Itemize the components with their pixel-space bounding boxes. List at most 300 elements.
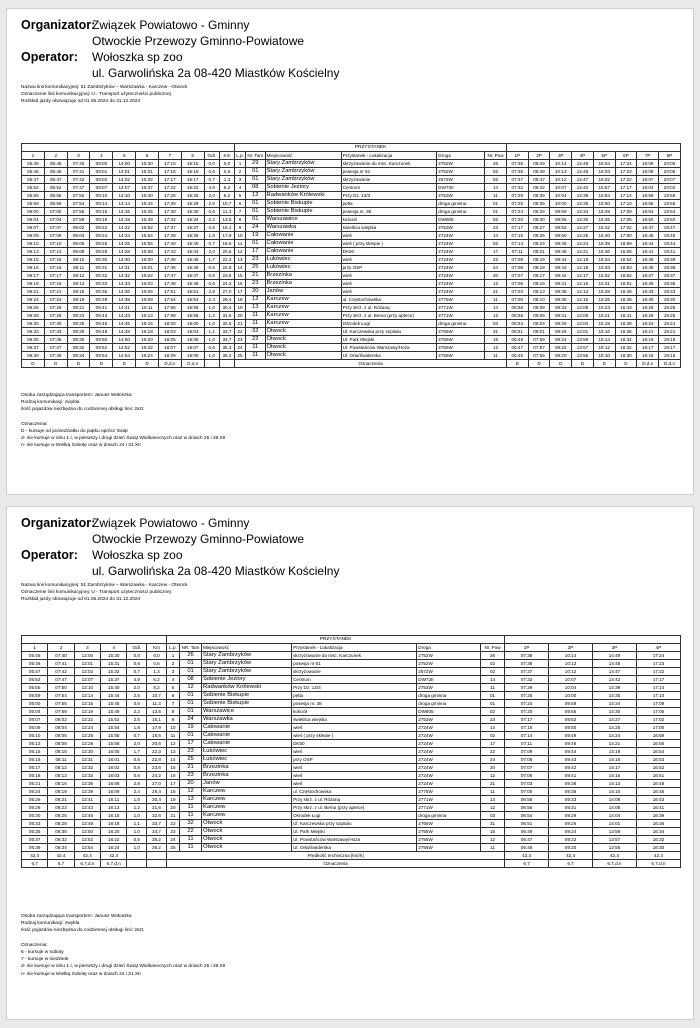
time-cell: 06:21: [22, 780, 48, 788]
stop-cell: Warszawice: [265, 216, 341, 224]
time-cell: 08:01: [528, 328, 550, 336]
time-cell: 14:39: [113, 296, 136, 304]
time-cell: 16,1: [219, 224, 234, 232]
time-cell: 0,5: [127, 836, 147, 844]
stop-cell: 2753W: [437, 192, 485, 200]
stop-cell: 19: [235, 304, 246, 312]
column-header: 1P: [506, 152, 528, 160]
time-cell: 20:08: [659, 168, 681, 176]
time-cell: 14:25: [593, 724, 637, 732]
time-cell: 06:04: [22, 708, 48, 716]
time-cell: 08:30: [67, 336, 90, 344]
time-cell: 07:03: [505, 780, 549, 788]
stop-cell: 22: [235, 328, 246, 336]
time-cell: 09:52: [90, 344, 113, 352]
footer-cell: D: [528, 360, 550, 368]
time-cell: 16:43: [615, 304, 637, 312]
stop-cell: 22: [245, 336, 265, 344]
time-cell: 06:58: [505, 796, 549, 804]
time-cell: 13:32: [74, 764, 100, 772]
stop-cell: 14: [480, 676, 504, 684]
time-cell: 19:07: [637, 176, 659, 184]
time-cell: 1,0: [127, 812, 147, 820]
footer-cell: D: [67, 360, 90, 368]
time-cell: 18:00: [158, 320, 181, 328]
stop-cell: 03: [485, 320, 507, 328]
time-cell: 13:22: [74, 716, 100, 724]
time-cell: 08:25: [528, 232, 550, 240]
time-cell: 06:30: [22, 812, 48, 820]
stop-cell: Otwock: [202, 828, 292, 836]
time-cell: 08:10: [48, 748, 74, 756]
time-cell: 13:01: [74, 660, 100, 668]
stop-cell: 01: [245, 208, 265, 216]
stop-cell: 12: [485, 280, 507, 288]
time-cell: 06:24: [22, 788, 48, 796]
stop-cell: DK50: [292, 740, 417, 748]
time-cell: 13:57: [593, 836, 637, 844]
stop-cell: DK50: [341, 248, 437, 256]
time-cell: 17:30: [158, 208, 181, 216]
time-cell: 24,2: [147, 772, 167, 780]
line-name: Nazwa linii komunikacyjnej: 51 Zambrzyków – Warszawka - Karczew - Otwock: [21, 583, 188, 588]
time-cell: 05:46: [22, 168, 45, 176]
time-cell: 07:21: [44, 288, 67, 296]
line-meta: [21, 84, 681, 105]
organizer-name: Związek Powiatowo - Gminny: [92, 18, 250, 32]
time-cell: 07:16: [44, 264, 67, 272]
stop-cell: 01: [480, 692, 504, 700]
time-cell: 09:32: [90, 272, 113, 280]
stop-cell: 11: [480, 844, 504, 852]
time-cell: 20,6: [147, 740, 167, 748]
time-cell: 16:03: [593, 168, 615, 176]
column-header: Droga: [417, 644, 481, 652]
footer-cell: D,d,n: [158, 360, 181, 368]
time-cell: 14:39: [593, 684, 637, 692]
footer-cell: [204, 360, 219, 368]
time-cell: 31,6: [219, 312, 234, 320]
stop-cell: 01: [180, 660, 202, 668]
table-row: [22, 652, 681, 660]
time-cell: 18:45: [181, 256, 204, 264]
stop-cell: wieś: [341, 272, 437, 280]
stop-cell: 14: [485, 304, 507, 312]
stop-cell: 23: [180, 748, 202, 756]
time-cell: 1,8: [204, 232, 219, 240]
time-cell: 18:56: [181, 304, 204, 312]
time-cell: 09:26: [549, 820, 593, 828]
time-cell: 16:20: [101, 828, 127, 836]
time-cell: 14:16: [593, 772, 637, 780]
stop-cell: Całowanie: [265, 232, 341, 240]
time-cell: 10:07: [550, 184, 572, 192]
column-header: 3: [67, 152, 90, 160]
time-cell: 18:40: [181, 240, 204, 248]
time-cell: 06:33: [22, 820, 48, 828]
time-cell: 09:01: [90, 168, 113, 176]
table-row: [22, 352, 681, 360]
time-cell: 18:09: [158, 352, 181, 360]
stop-cell: Otwock: [202, 836, 292, 844]
stop-cell: 31: [480, 820, 504, 828]
column-header: 6P: [615, 152, 637, 160]
footer-cell: [127, 860, 147, 868]
stop-cell: Warszawka: [202, 716, 292, 724]
time-cell: 18:24: [637, 320, 659, 328]
stop-cell: Łukówiec: [265, 256, 341, 264]
time-cell: 18:50: [637, 216, 659, 224]
time-cell: 13:59: [593, 828, 637, 836]
stop-cell: 01: [245, 200, 265, 208]
stop-cell: droga gminna: [417, 692, 481, 700]
stop-cell: 02: [480, 660, 504, 668]
time-cell: 17:51: [158, 288, 181, 296]
table-title-row: [22, 636, 681, 644]
column-header: Przystanek - Lokalizacja: [341, 152, 437, 160]
time-cell: 14:49: [572, 160, 594, 168]
footer-cell: D,d,n: [659, 360, 681, 368]
stop-cell: Całowanie: [265, 248, 341, 256]
time-cell: 15:52: [136, 224, 159, 232]
stop-cell: Całowanie: [265, 240, 341, 248]
stop-cell: ul. Częstochowska: [341, 296, 437, 304]
timetable-table: [21, 143, 681, 368]
time-cell: 19:28: [659, 304, 681, 312]
time-cell: 09:24: [549, 828, 593, 836]
time-cell: 36,2: [147, 844, 167, 852]
footer-cell: D: [506, 360, 528, 368]
time-cell: 06:16: [22, 264, 45, 272]
stop-cell: Otwock: [265, 344, 341, 352]
stop-cell: 12: [245, 296, 265, 304]
time-cell: 09:31: [90, 264, 113, 272]
stop-cell: kościół: [341, 216, 437, 224]
time-cell: 16:02: [136, 272, 159, 280]
time-cell: 07:32: [506, 184, 528, 192]
time-cell: 08:18: [528, 264, 550, 272]
operator-name: Wołoszka sp zoo: [92, 548, 183, 562]
stop-cell: pętla: [292, 692, 417, 700]
footer-cell: 6,7,d,n: [101, 860, 127, 868]
stop-cell: 24: [166, 836, 179, 844]
stop-cell: Przy skrz. z ul. Różaną: [341, 304, 437, 312]
time-cell: 07:32: [505, 676, 549, 684]
time-cell: 14:45: [113, 320, 136, 328]
table-row: [22, 756, 681, 764]
time-cell: 23,6: [147, 764, 167, 772]
time-cell: 06:54: [505, 812, 549, 820]
time-cell: 16:01: [136, 264, 159, 272]
time-cell: 06:47: [44, 176, 67, 184]
time-cell: 09:38: [550, 288, 572, 296]
time-cell: 13:48: [74, 820, 100, 828]
stop-cell: Karczew: [202, 812, 292, 820]
time-cell: 2,0: [127, 740, 147, 748]
stop-cell: Stary Zambrzyków: [202, 668, 292, 676]
time-cell: 08:13: [48, 772, 74, 780]
time-cell: 05:55: [22, 192, 45, 200]
time-cell: 06:16: [22, 756, 48, 764]
stop-cell: posesja nr 61: [341, 168, 437, 176]
time-cell: 18:44: [637, 240, 659, 248]
time-cell: 13:30: [74, 748, 100, 756]
time-cell: 16:03: [136, 280, 159, 288]
line-name: Nazwa linii komunikacyjnej: 51 Zambrzyków – Warszawka - Karczew - Otwock: [21, 85, 188, 90]
column-header: Km: [147, 644, 167, 652]
time-cell: 18:38: [637, 264, 659, 272]
time-cell: 07:09: [505, 748, 549, 756]
stop-cell: 11: [245, 352, 265, 360]
time-cell: 16:02: [593, 176, 615, 184]
stop-cell: 18: [166, 788, 179, 796]
stop-cell: 11: [480, 684, 504, 692]
column-header: 2: [48, 644, 74, 652]
time-cell: 14:42: [572, 184, 594, 192]
note-line: 6 - kursuje w soboty: [21, 950, 64, 956]
time-cell: 14:15: [113, 208, 136, 216]
stop-cell: 17: [485, 248, 507, 256]
stop-cell: 11: [485, 296, 507, 304]
time-cell: 17:22: [615, 176, 637, 184]
time-cell: 08:30: [48, 828, 74, 836]
table-row: [22, 216, 681, 224]
time-cell: 14:31: [113, 264, 136, 272]
note-line: Osoba zarządzająca transportem: Janusz Wołoszka: [21, 914, 132, 919]
time-cell: 08:25: [67, 320, 90, 328]
time-cell: 08:11: [67, 264, 90, 272]
time-cell: 08:12: [67, 272, 90, 280]
time-cell: 05:45: [22, 652, 48, 660]
time-cell: 18:33: [637, 288, 659, 296]
time-cell: 07:59: [528, 336, 550, 344]
time-cell: 19:37: [659, 272, 681, 280]
blank-cell: [505, 636, 681, 644]
time-cell: 15:36: [593, 248, 615, 256]
time-cell: 13:54: [74, 844, 100, 852]
time-cell: 10:00: [550, 200, 572, 208]
table-row: [22, 264, 681, 272]
validity-period: Rozkład jazdy obowiązuje od 01.06.2024 do 31.12.2024: [21, 99, 141, 104]
stop-cell: 2765W: [437, 328, 485, 336]
time-cell: 16:53: [636, 756, 680, 764]
stop-cell: Przy Dz. 13/3: [292, 684, 417, 692]
stop-cell: 2724W: [437, 264, 485, 272]
stop-cell: 15: [480, 828, 504, 836]
footer-cell: D: [136, 360, 159, 368]
time-cell: 13:14: [74, 692, 100, 700]
time-cell: 06:49: [505, 828, 549, 836]
stop-cell: wieś: [292, 780, 417, 788]
stop-cell: wieś: [341, 256, 437, 264]
table-row: [22, 836, 681, 844]
time-cell: 20:07: [659, 176, 681, 184]
time-cell: 09:42: [549, 764, 593, 772]
stop-cell: Ul. Park Miejski: [341, 336, 437, 344]
time-cell: 17:05: [636, 708, 680, 716]
time-cell: 15:31: [593, 280, 615, 288]
time-cell: 09:54: [90, 352, 113, 360]
table-row: [22, 812, 681, 820]
stop-cell: 4: [166, 676, 179, 684]
time-cell: 15:40: [136, 192, 159, 200]
time-cell: 07:50: [67, 192, 90, 200]
time-cell: 0,6: [127, 660, 147, 668]
stop-cell: wieś: [341, 280, 437, 288]
time-cell: 2,0: [204, 248, 219, 256]
stop-cell: 24: [180, 716, 202, 724]
footer-cell: 42,4: [74, 852, 100, 860]
column-header: 3P: [593, 644, 637, 652]
time-cell: 07:37: [506, 176, 528, 184]
stop-cell: 02: [480, 732, 504, 740]
time-cell: 14:10: [572, 296, 594, 304]
stop-cell: 2724W: [437, 232, 485, 240]
time-cell: 14:30: [113, 256, 136, 264]
time-cell: 1,0: [204, 352, 219, 360]
stop-cell: 22: [180, 828, 202, 836]
time-cell: 07:41: [67, 168, 90, 176]
stop-cell: Stary Zambrzyków: [265, 168, 341, 176]
time-cell: 17:17: [615, 184, 637, 192]
stop-cell: 03: [480, 812, 504, 820]
time-cell: 16:22: [136, 344, 159, 352]
time-cell: 17:00: [615, 232, 637, 240]
time-cell: 15:49: [593, 208, 615, 216]
time-cell: 07:20: [505, 708, 549, 716]
time-cell: 17:25: [158, 192, 181, 200]
time-cell: 14:22: [113, 224, 136, 232]
time-cell: 16:18: [136, 328, 159, 336]
time-cell: 07:15: [506, 232, 528, 240]
time-cell: 18:07: [158, 344, 181, 352]
time-cell: 13:07: [74, 676, 100, 684]
time-cell: 07:10: [44, 240, 67, 248]
time-cell: 33,7: [147, 820, 167, 828]
time-cell: 16:52: [636, 764, 680, 772]
time-cell: 05:52: [22, 184, 45, 192]
time-cell: 08:27: [528, 224, 550, 232]
time-cell: 09:20: [550, 352, 572, 360]
stop-cell: 23: [480, 716, 504, 724]
footer-cell: D: [615, 360, 637, 368]
time-cell: 13:55: [572, 352, 594, 360]
time-cell: 17:15: [158, 160, 181, 168]
column-header: Nr. Tam: [247, 153, 264, 158]
time-cell: 07:18: [44, 280, 67, 288]
stop-cell: pętla: [341, 200, 437, 208]
time-cell: 0,5: [204, 264, 219, 272]
stop-cell: Brzezinka: [265, 280, 341, 288]
table-row: [22, 772, 681, 780]
time-cell: 14:06: [593, 804, 637, 812]
stop-cell: Ul. Powstańców Warszawy/Hoża: [341, 344, 437, 352]
stop-cell: skrzyżowanie do msc. Karczunek: [341, 160, 437, 168]
table-row: [22, 232, 681, 240]
time-cell: 19:15: [659, 352, 681, 360]
stop-cell: Karczew: [265, 312, 341, 320]
time-cell: 13:00: [74, 652, 100, 660]
time-cell: 06:35: [22, 828, 48, 836]
time-cell: 14:01: [113, 168, 136, 176]
time-cell: 19:09: [181, 352, 204, 360]
time-cell: 16:51: [636, 772, 680, 780]
notes: [21, 913, 226, 978]
time-cell: 06:30: [22, 320, 45, 328]
stop-cell: 2724W: [417, 764, 481, 772]
time-cell: 06:10: [22, 240, 45, 248]
note-line: d- nie kursuje w dniu 1.I, w pierwszy i drugi dzień Świąt Wielkanocnych oraz w dniach 25 i 26.XII: [21, 964, 226, 970]
stop-cell: 12: [480, 804, 504, 812]
time-cell: 2,2: [204, 216, 219, 224]
blank-cell: [22, 144, 235, 152]
time-cell: 09:07: [90, 184, 113, 192]
time-cell: 07:06: [506, 280, 528, 288]
time-cell: 15:57: [593, 184, 615, 192]
time-cell: 17:02: [636, 716, 680, 724]
time-cell: 09:15: [90, 208, 113, 216]
time-cell: 1,0: [204, 336, 219, 344]
time-cell: 17:17: [636, 676, 680, 684]
stop-cell: wieś: [341, 232, 437, 240]
stop-cell: 15: [166, 764, 179, 772]
time-cell: 09:59: [549, 700, 593, 708]
time-cell: 14:28: [113, 248, 136, 256]
time-cell: 2,6: [127, 716, 147, 724]
time-cell: 14:50: [113, 336, 136, 344]
time-cell: 14:21: [572, 248, 594, 256]
time-cell: 16:51: [615, 280, 637, 288]
time-cell: 13:36: [74, 780, 100, 788]
table-row: [22, 788, 681, 796]
note-line: D - kursuje od poniedziałku do piątku oprócz świąt: [21, 429, 128, 435]
time-cell: 16:13: [101, 804, 127, 812]
footer-cell: D: [90, 360, 113, 368]
time-cell: 16:54: [636, 748, 680, 756]
time-cell: 08:04: [48, 724, 74, 732]
stop-cell: 11: [180, 804, 202, 812]
time-cell: 13:45: [74, 812, 100, 820]
operator-label: Operator:: [21, 50, 78, 64]
time-cell: 07:04: [44, 216, 67, 224]
time-cell: 0,6: [219, 168, 234, 176]
time-cell: 0,0: [219, 160, 234, 168]
stop-cell: droga gminna: [437, 320, 485, 328]
time-cell: 09:43: [550, 264, 572, 272]
stop-cell: 32: [245, 328, 265, 336]
time-cell: 10:12: [550, 176, 572, 184]
time-cell: 0,6: [204, 344, 219, 352]
stop-cell: Karczew: [265, 296, 341, 304]
stop-cell: 24: [485, 264, 507, 272]
time-cell: 17:16: [158, 168, 181, 176]
time-cell: 16:00: [136, 256, 159, 264]
time-cell: 15:31: [101, 660, 127, 668]
stop-cell: posesja nr 61: [292, 660, 417, 668]
stop-cell: 2724W: [417, 772, 481, 780]
time-cell: 19:09: [637, 160, 659, 168]
stop-cell: Łukówiec: [202, 748, 292, 756]
stop-cell: Janów: [265, 288, 341, 296]
stop-cell: 25: [180, 756, 202, 764]
time-cell: 07:29: [506, 192, 528, 200]
stop-cell: 2753W: [417, 716, 481, 724]
column-header: Odl.: [204, 152, 219, 160]
time-cell: 07:37: [505, 668, 549, 676]
stop-cell: 2572W: [417, 668, 481, 676]
time-cell: 14:17: [593, 764, 637, 772]
time-cell: 13:19: [74, 708, 100, 716]
